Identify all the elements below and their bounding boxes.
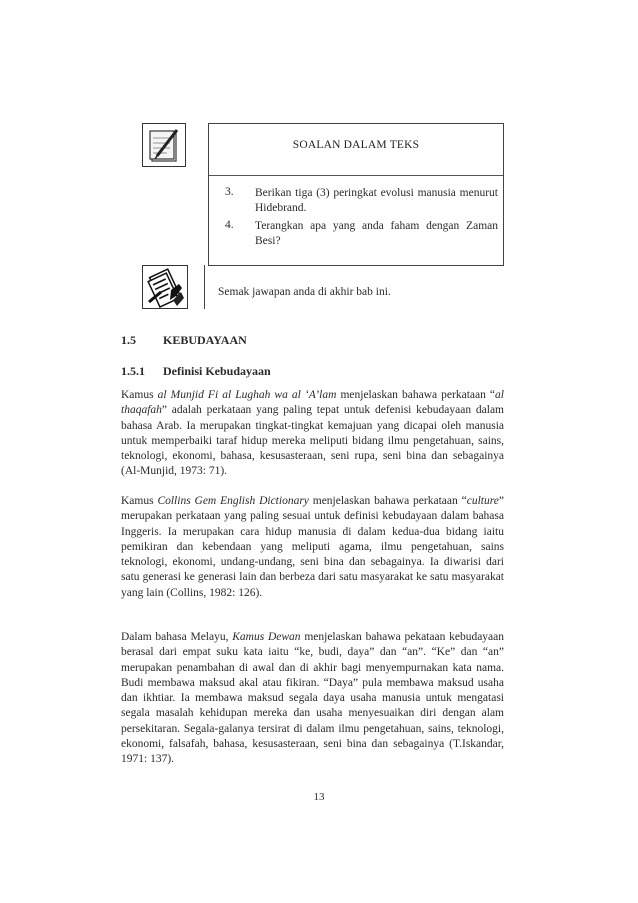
divider	[204, 265, 205, 309]
subsection-number: 1.5.1	[121, 364, 145, 378]
paragraph-al-munjid	[121, 388, 504, 480]
question-text: Terangkan apa yang anda faham dengan Zaman Besi?	[255, 220, 498, 247]
text: Kamus	[121, 495, 158, 507]
text: menjelaskan bahawa perkataan “	[308, 495, 467, 507]
section-number: 1.5	[121, 333, 136, 347]
question-box-title: SOALAN DALAM TEKS	[292, 139, 420, 151]
book-title: Kamus Dewan	[232, 631, 301, 643]
text: ” adalah perkataan yang paling tepat untuk defenisi kebudayaan dalam bahasa Arab. Ia merupakan tingkat-tingkat kemajuan yang dicapai oleh manusia untuk memperbaiki taraf hidup mereka meliputi bidang ilmu pengetahuan, sains, teknologi, ekonomi, bahasa, kesusasteraan, seni rupa, seni bina dan sebagainya (Al-Munjid, 1973: 71).	[121, 404, 504, 478]
text: Dalam bahasa Melayu,	[121, 631, 233, 643]
notepad-pencil-icon	[142, 123, 186, 167]
question-number: 3.	[225, 186, 234, 198]
book-title: al Munjid Fi al Lughah wa al ‘A’lam	[157, 389, 337, 401]
book-title: Collins Gem English Dictionary	[157, 495, 309, 507]
question-box	[208, 123, 504, 266]
section-title: KEBUDAYAAN	[163, 333, 247, 347]
question-number: 4.	[225, 219, 234, 231]
subsection-title: Definisi Kebudayaan	[163, 364, 271, 378]
checklist-hand-icon	[142, 265, 188, 309]
question-text: Berikan tiga (3) peringkat evolusi manusia menurut Hidebrand.	[255, 187, 498, 214]
term: al thaqafah	[121, 389, 504, 417]
text: ” merupakan perkataan yang paling sesuai untuk definisi kebudayaan dalam bahasa Inggeris. Ia merupakan cara hidup manusia di dalam kedua-dua bidang iaitu pemikiran dan kebendaan yang meliputi agama, ilmu pengetahuan, sains teknologi, ekonomi, undang-undang, seni bina dan sebagainya. Ia diwarisi dari satu generasi ke generasi lain dan berbeza dari satu masyarakat ke satu masyarakat yang lain (Collins, 1982: 126).	[121, 495, 504, 599]
check-answer-note: Semak jawapan anda di akhir bab ini.	[218, 286, 391, 298]
text: menjelaskan bahawa pekataan kebudayaan berasal dari empat suku kata iaitu “ke, budi, daya” dan “an”. “Ke” dan “an” merupakan penambahan di awal dan di akhir bagi menyempurnakan kata nama. Budi membawa maksud akal atau fikiran. “Daya” pula membawa maksud usaha dan ikhtiar. Ia membawa maksud segala daya usaha manusia untuk mengatasi segala masalah kehidupan mereka dan usaha menyesuaikan diri dengan alam persekitaran. Segala-galanya tersirat di dalam ilmu pengetahuan, sains, teknologi, ekonomi, falsafah, bahasa, kesusasteraan, seni bina dan sebagainya (T.Iskandar, 1971: 137).	[121, 631, 505, 766]
text: menjelaskan bahawa perkataan “	[336, 389, 496, 401]
paragraph-kamus-dewan	[121, 630, 504, 768]
page-number: 13	[313, 791, 325, 803]
text: Kamus	[121, 389, 158, 401]
paragraph-collins	[121, 494, 504, 601]
term: culture	[466, 495, 499, 507]
divider	[209, 175, 503, 176]
